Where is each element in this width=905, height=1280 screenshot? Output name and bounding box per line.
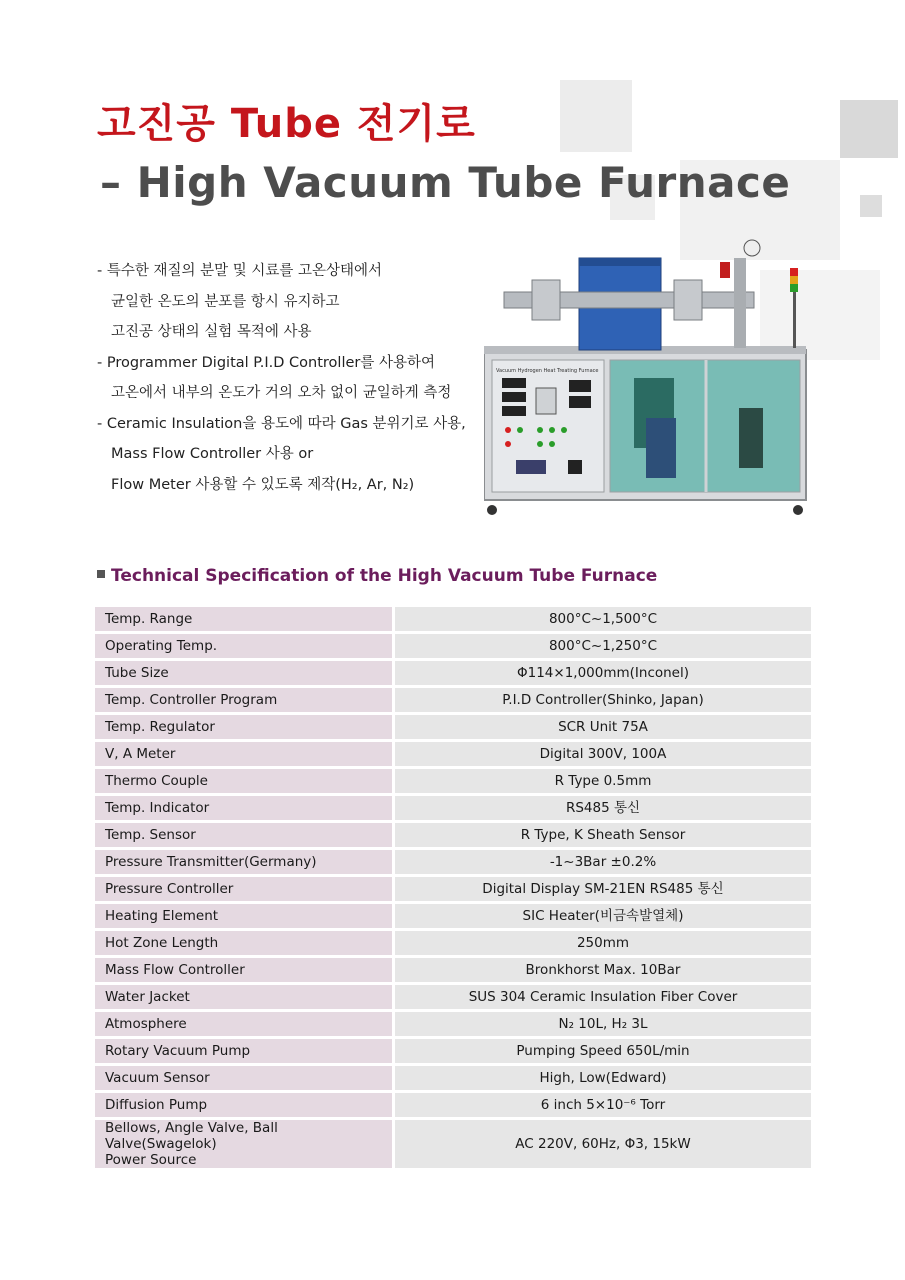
spec-label: Pressure Transmitter(Germany): [95, 850, 395, 874]
spec-row: [95, 904, 811, 928]
spec-label: Temp. Sensor: [95, 823, 395, 847]
machine-panel-label: Vacuum Hydrogen Heat Treating Furnace: [496, 368, 599, 374]
spec-value: High, Low(Edward): [395, 1066, 811, 1090]
spec-value: -1~3Bar ±0.2%: [395, 850, 811, 874]
decorative-square: [560, 80, 632, 152]
furnace-machine-image: [484, 228, 814, 520]
spec-label: Rotary Vacuum Pump: [95, 1039, 395, 1063]
spec-label: Operating Temp.: [95, 634, 395, 658]
spec-label: Tube Size: [95, 661, 395, 685]
spec-row: [95, 1012, 811, 1036]
description-line: - Ceramic Insulation을 용도에 따라 Gas 분위기로 사용,: [97, 415, 466, 432]
spec-label: Vacuum Sensor: [95, 1066, 395, 1090]
spec-table: [95, 604, 811, 1171]
spec-row: [95, 1039, 811, 1063]
spec-row: [95, 823, 811, 847]
spec-row: [95, 688, 811, 712]
page-title-korean: 고진공 Tube 전기로: [97, 101, 476, 147]
spec-value: SCR Unit 75A: [395, 715, 811, 739]
spec-value: R Type, K Sheath Sensor: [395, 823, 811, 847]
spec-row: [95, 634, 811, 658]
spec-label: Bellows, Angle Valve, Ball Valve(Swagelok) Power Source: [95, 1120, 395, 1168]
spec-value: 6 inch 5×10⁻⁶ Torr: [395, 1093, 811, 1117]
spec-value: Digital Display SM-21EN RS485 통신: [395, 877, 811, 901]
spec-label: Mass Flow Controller: [95, 958, 395, 982]
spec-label: Pressure Controller: [95, 877, 395, 901]
spec-label: Thermo Couple: [95, 769, 395, 793]
spec-value: SUS 304 Ceramic Insulation Fiber Cover: [395, 985, 811, 1009]
spec-row: [95, 1066, 811, 1090]
spec-value: Φ114×1,000mm(Inconel): [395, 661, 811, 685]
spec-value: Pumping Speed 650L/min: [395, 1039, 811, 1063]
spec-label: Temp. Regulator: [95, 715, 395, 739]
spec-value: 800°C~1,250°C: [395, 634, 811, 658]
spec-row: [95, 796, 811, 820]
spec-value: Digital 300V, 100A: [395, 742, 811, 766]
description-line: - 특수한 재질의 분말 및 시료를 고온상태에서: [97, 263, 383, 279]
spec-value: P.I.D Controller(Shinko, Japan): [395, 688, 811, 712]
spec-row: [95, 1120, 811, 1168]
spec-label: Temp. Controller Program: [95, 688, 395, 712]
spec-value: SIC Heater(비금속발열체): [395, 904, 811, 928]
description-line: Mass Flow Controller 사용 or: [111, 446, 314, 462]
product-description: [97, 256, 487, 500]
page-title-english: – High Vacuum Tube Furnace: [100, 158, 791, 207]
spec-label: Atmosphere: [95, 1012, 395, 1036]
spec-label: Temp. Range: [95, 607, 395, 631]
spec-row: [95, 985, 811, 1009]
description-line: 고진공 상태의 실험 목적에 사용: [111, 324, 312, 340]
spec-value: Bronkhorst Max. 10Bar: [395, 958, 811, 982]
spec-value: 250mm: [395, 931, 811, 955]
spec-value: R Type 0.5mm: [395, 769, 811, 793]
spec-row: [95, 877, 811, 901]
square-bullet-icon: [97, 570, 105, 578]
spec-label: Temp. Indicator: [95, 796, 395, 820]
decorative-square: [840, 100, 898, 158]
spec-row: [95, 607, 811, 631]
spec-row: [95, 958, 811, 982]
description-line: 균일한 온도의 분포를 항시 유지하고: [111, 293, 340, 310]
decorative-square: [860, 195, 882, 217]
spec-row: [95, 661, 811, 685]
spec-value: N₂ 10L, H₂ 3L: [395, 1012, 811, 1036]
spec-row: [95, 931, 811, 955]
description-line: Flow Meter 사용할 수 있도록 제작(H₂, Ar, N₂): [111, 476, 415, 493]
spec-label: Hot Zone Length: [95, 931, 395, 955]
section-title-text: Technical Specification of the High Vacuum Tube Furnace: [111, 566, 658, 586]
spec-label: Diffusion Pump: [95, 1093, 395, 1117]
spec-label: Heating Element: [95, 904, 395, 928]
spec-value: RS485 통신: [395, 796, 811, 820]
spec-label: Water Jacket: [95, 985, 395, 1009]
spec-row: [95, 850, 811, 874]
description-line: 고온에서 내부의 온도가 거의 오차 없이 균일하게 측정: [111, 385, 452, 401]
spec-label: V, A Meter: [95, 742, 395, 766]
spec-row: [95, 1093, 811, 1117]
section-title: [97, 566, 657, 586]
spec-row: [95, 715, 811, 739]
spec-row: [95, 769, 811, 793]
spec-value: 800°C~1,500°C: [395, 607, 811, 631]
description-line: - Programmer Digital P.I.D Controller를 사용하여: [97, 354, 435, 371]
spec-value: AC 220V, 60Hz, Φ3, 15kW: [395, 1120, 811, 1168]
spec-row: [95, 742, 811, 766]
